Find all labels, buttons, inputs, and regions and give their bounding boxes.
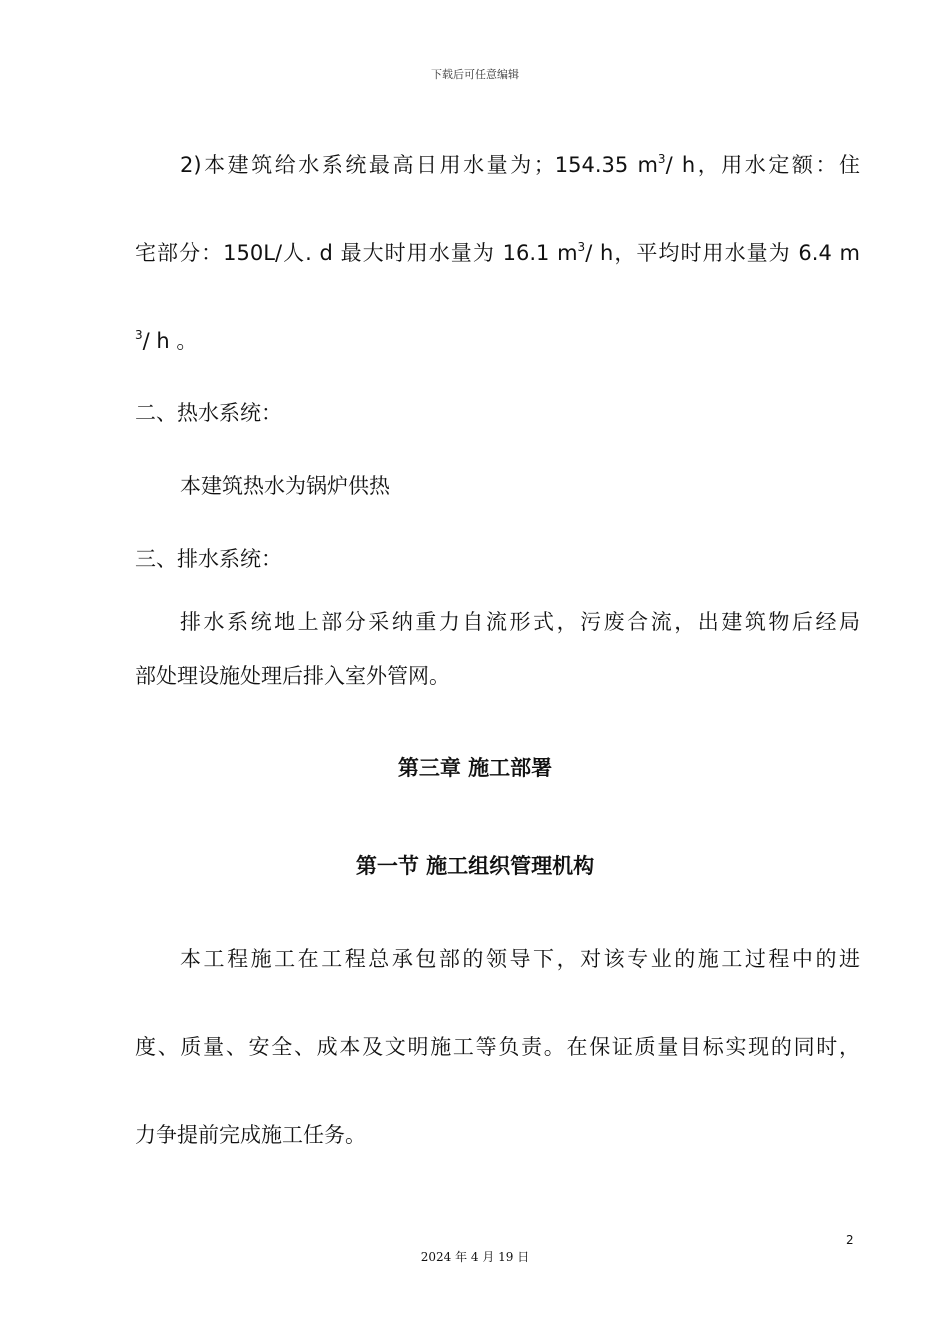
superscript: 3 — [135, 328, 143, 342]
text-run: / h，平均时用水量为 6.4 m — [585, 241, 860, 265]
text-run: / h，用水定额：住 — [665, 153, 860, 177]
drainage-line-2: 部处理设施处理后排入室外管网。 — [135, 664, 450, 688]
superscript: 3 — [657, 152, 666, 166]
water-supply-line-3 — [135, 325, 860, 355]
text-run: / h 。 — [142, 329, 198, 353]
text-run: 宅部分：150L/人. d 最大时用水量为 16.1 m — [135, 241, 578, 265]
section-title: 第一节 施工组织管理机构 — [355, 854, 595, 878]
hot-water-text: 本建筑热水为锅炉供热 — [180, 474, 390, 498]
water-supply-line-2 — [135, 237, 860, 267]
footer-date: 2024 年 4 月 19 日 — [420, 1250, 530, 1264]
hot-water-heading: 二、热水系统： — [135, 401, 282, 425]
water-supply-line-1 — [180, 149, 860, 179]
page-header: 下载后可任意编辑 — [431, 68, 519, 81]
drainage-line-1: 排水系统地上部分采纳重力自流形式，污废合流，出建筑物后经局 — [180, 610, 860, 634]
page-number: 2 — [846, 1233, 854, 1247]
org-line-2: 度、质量、安全、成本及文明施工等负责。在保证质量目标实现的同时， — [135, 1035, 860, 1059]
org-line-1: 本工程施工在工程总承包部的领导下，对该专业的施工过程中的进 — [180, 947, 860, 971]
text-run: 2)本建筑给水系统最高日用水量为；154.35 m — [180, 153, 658, 177]
drainage-heading: 三、排水系统： — [135, 547, 282, 571]
chapter-title: 第三章 施工部署 — [397, 756, 553, 780]
superscript: 3 — [577, 240, 586, 254]
org-line-3: 力争提前完成施工任务。 — [135, 1123, 366, 1147]
